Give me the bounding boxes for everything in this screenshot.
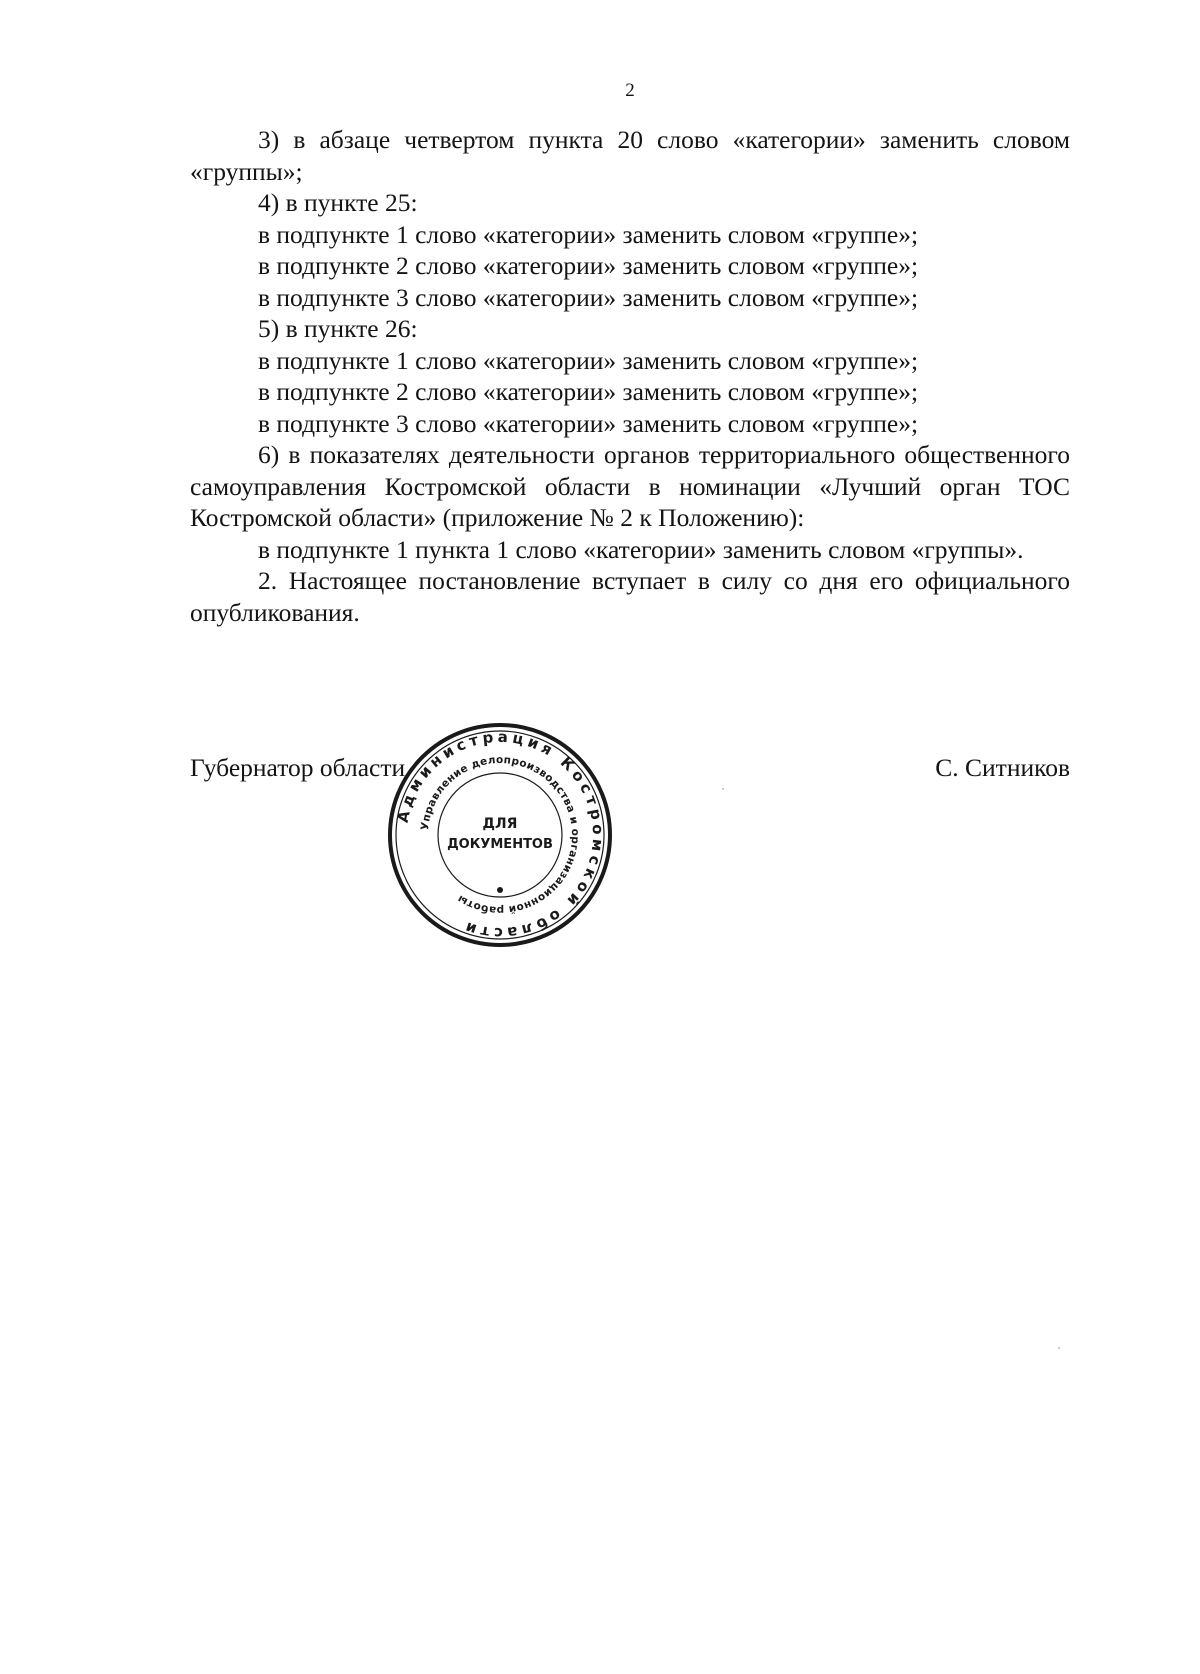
effective-date-clause: 2. Настоящее постановление вступает в силу со дня его официального опубликования.: [190, 566, 1070, 627]
amendment-item-5: 5) в пункте 26:: [258, 314, 418, 343]
scan-speck: [722, 788, 724, 790]
page-number: 2: [625, 80, 635, 101]
amendment-subitem: в подпункте 2 слово «категории» заменить словом «группе»;: [258, 377, 919, 406]
seal-inner-text: Управление делопроизводства и организационной работы: [419, 753, 582, 917]
amendment-subitem: в подпункте 3 слово «категории» заменить словом «группе»;: [258, 282, 919, 312]
scan-speck: [1058, 1347, 1060, 1349]
signer-title: Губернатор области: [190, 753, 406, 782]
seal-center-line2: ДОКУМЕНТОВ: [447, 837, 553, 852]
seal-center-line1: ДЛЯ: [482, 816, 518, 832]
seal-outer-text: Администрация Костромской области: [393, 727, 608, 943]
amendment-subitem: в подпункте 1 слово «категории» заменить словом «группе»;: [258, 219, 919, 249]
amendment-subitem: в подпункте 2 слово «категории» заменить словом «группе»;: [258, 251, 919, 280]
signer-name: С. Ситников: [935, 753, 1070, 782]
amendment-subitem: в подпункте 1 пункта 1 слово «категории» заменить словом «группы».: [258, 534, 1024, 564]
amendment-item-4: 4) в пункте 25:: [258, 188, 418, 217]
seal-dot: [497, 887, 503, 893]
official-seal: [385, 720, 615, 950]
amendment-subitem: в подпункте 1 слово «категории» заменить словом «группе»;: [258, 345, 919, 375]
amendment-item-3: 3) в абзаце четвертом пункта 20 слово «категории» заменить словом «группы»;: [190, 125, 1070, 186]
amendment-subitem: в подпункте 3 слово «категории» заменить словом «группе»;: [258, 408, 919, 438]
document-body: [190, 124, 1070, 628]
amendment-item-6: 6) в показателях деятельности органов территориального общественного самоуправления Костромской области в номинации «Лучший орган ТОС Костромской области» (приложение № 2 к Положению):: [190, 440, 1070, 532]
